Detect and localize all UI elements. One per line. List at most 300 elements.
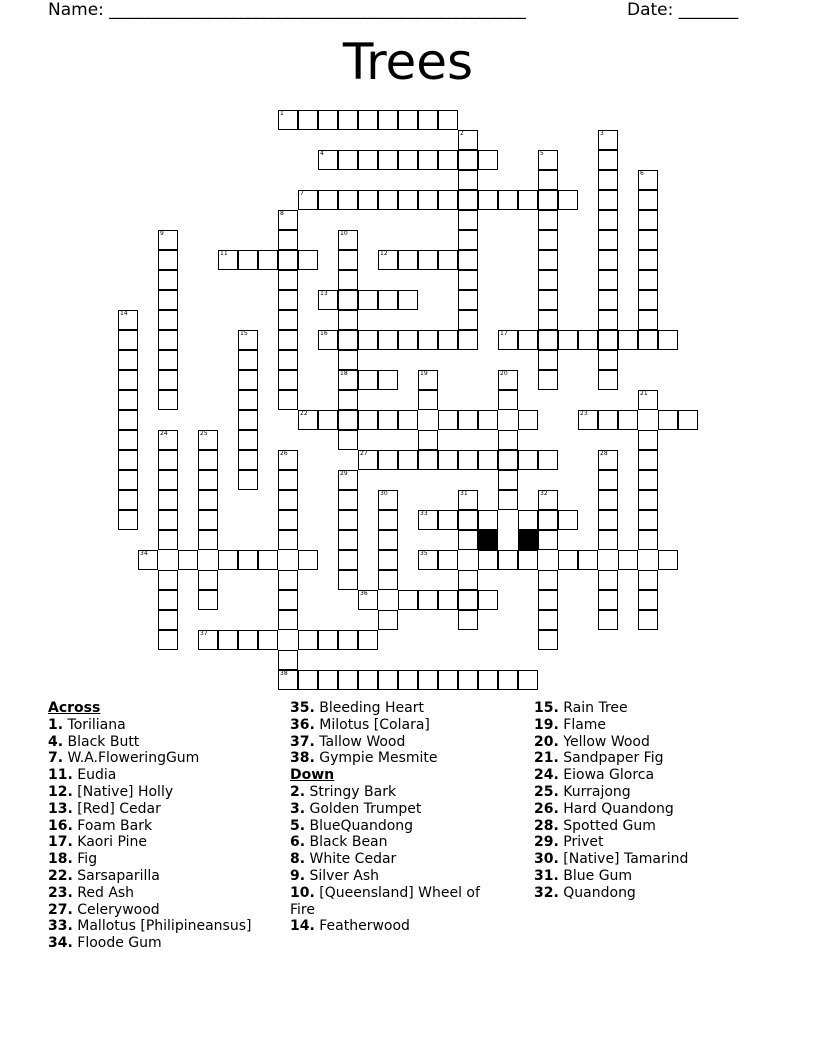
grid-cell[interactable] <box>638 390 658 410</box>
grid-cell[interactable] <box>518 190 538 210</box>
grid-cell[interactable] <box>598 610 618 630</box>
grid-cell[interactable] <box>278 570 298 590</box>
grid-cell[interactable] <box>558 330 578 350</box>
grid-cell[interactable] <box>398 150 418 170</box>
grid-cell[interactable] <box>478 670 498 690</box>
grid-cell[interactable] <box>198 630 218 650</box>
grid-cell[interactable] <box>358 150 378 170</box>
grid-cell[interactable] <box>298 550 318 570</box>
grid-cell[interactable] <box>278 450 298 470</box>
grid-cell[interactable] <box>298 410 318 430</box>
grid-cell[interactable] <box>298 190 318 210</box>
grid-cell[interactable] <box>118 350 138 370</box>
clue-text: Milotus [Colara] <box>319 716 430 733</box>
grid-cell[interactable] <box>338 430 358 450</box>
grid-cell[interactable] <box>378 530 398 550</box>
grid-cell[interactable] <box>438 190 458 210</box>
grid-cell[interactable] <box>638 430 658 450</box>
grid-cell[interactable] <box>278 210 298 230</box>
grid-cell[interactable] <box>158 250 178 270</box>
grid-cell[interactable] <box>598 330 618 350</box>
grid-cell[interactable] <box>158 630 178 650</box>
grid-cell[interactable] <box>458 590 478 610</box>
grid-cell[interactable] <box>598 270 618 290</box>
grid-cell[interactable] <box>418 590 438 610</box>
grid-cell[interactable] <box>198 590 218 610</box>
grid-cell[interactable] <box>418 550 438 570</box>
grid-cell[interactable] <box>358 630 378 650</box>
grid-cell[interactable] <box>418 250 438 270</box>
grid-cell[interactable] <box>598 190 618 210</box>
grid-cell[interactable] <box>618 550 638 570</box>
grid-cell[interactable] <box>538 310 558 330</box>
grid-cell[interactable] <box>438 330 458 350</box>
grid-cell[interactable] <box>218 250 238 270</box>
grid-cell[interactable] <box>338 190 358 210</box>
grid-cell[interactable] <box>538 190 558 210</box>
grid-cell[interactable] <box>318 190 338 210</box>
grid-cell[interactable] <box>338 510 358 530</box>
grid-cell[interactable] <box>398 190 418 210</box>
grid-cell[interactable] <box>358 190 378 210</box>
grid-cell[interactable] <box>658 330 678 350</box>
grid-cell[interactable] <box>398 330 418 350</box>
grid-cell[interactable] <box>458 570 478 590</box>
grid-cell[interactable] <box>358 290 378 310</box>
grid-cell[interactable] <box>638 170 658 190</box>
grid-cell[interactable] <box>498 470 518 490</box>
grid-cell[interactable] <box>278 310 298 330</box>
grid-cell[interactable] <box>458 670 478 690</box>
grid-cell[interactable] <box>238 430 258 450</box>
grid-cell[interactable] <box>118 330 138 350</box>
grid-cell[interactable] <box>518 670 538 690</box>
grid-cell[interactable] <box>338 270 358 290</box>
grid-cell[interactable] <box>458 170 478 190</box>
grid-cell[interactable] <box>278 270 298 290</box>
grid-cell[interactable] <box>378 450 398 470</box>
grid-cell[interactable] <box>378 190 398 210</box>
grid-cell[interactable] <box>418 670 438 690</box>
grid-cell[interactable] <box>278 390 298 410</box>
grid-cell[interactable] <box>618 330 638 350</box>
grid-cell[interactable] <box>418 430 438 450</box>
grid-cell[interactable] <box>198 450 218 470</box>
grid-cell[interactable] <box>338 150 358 170</box>
grid-cell[interactable] <box>458 210 478 230</box>
grid-cell[interactable] <box>338 630 358 650</box>
grid-cell[interactable] <box>518 330 538 350</box>
grid-cell[interactable] <box>598 450 618 470</box>
grid-cell[interactable] <box>118 430 138 450</box>
grid-cell[interactable] <box>498 390 518 410</box>
grid-cell[interactable] <box>398 290 418 310</box>
grid-cell[interactable] <box>398 410 418 430</box>
grid-cell[interactable] <box>478 590 498 610</box>
grid-cell[interactable] <box>538 450 558 470</box>
grid-cell[interactable] <box>538 170 558 190</box>
grid-cell[interactable] <box>278 250 298 270</box>
grid-cell[interactable] <box>458 290 478 310</box>
grid-cell[interactable] <box>498 670 518 690</box>
grid-cell[interactable] <box>318 330 338 350</box>
grid-cell[interactable] <box>298 630 318 650</box>
grid-cell[interactable] <box>358 110 378 130</box>
grid-cell[interactable] <box>278 530 298 550</box>
grid-cell[interactable] <box>378 490 398 510</box>
grid-cell[interactable] <box>438 550 458 570</box>
grid-cell[interactable] <box>238 370 258 390</box>
grid-cell[interactable] <box>518 410 538 430</box>
grid-cell[interactable] <box>158 530 178 550</box>
grid-cell[interactable] <box>158 370 178 390</box>
grid-cell[interactable] <box>158 570 178 590</box>
grid-cell[interactable] <box>398 250 418 270</box>
grid-cell[interactable] <box>158 310 178 330</box>
grid-cell[interactable] <box>498 490 518 510</box>
grid-cell[interactable] <box>218 630 238 650</box>
grid-cell[interactable] <box>278 370 298 390</box>
grid-cell[interactable] <box>638 490 658 510</box>
grid-cell[interactable] <box>598 570 618 590</box>
grid-cell[interactable] <box>238 550 258 570</box>
grid-cell[interactable] <box>198 430 218 450</box>
grid-cell[interactable] <box>498 430 518 450</box>
grid-cell[interactable] <box>458 410 478 430</box>
grid-cell[interactable] <box>278 110 298 130</box>
grid-cell[interactable] <box>158 290 178 310</box>
grid-cell[interactable] <box>598 490 618 510</box>
grid-cell[interactable] <box>278 590 298 610</box>
grid-cell[interactable] <box>498 190 518 210</box>
grid-cell[interactable] <box>678 410 698 430</box>
grid-cell[interactable] <box>438 590 458 610</box>
grid-cell[interactable] <box>598 590 618 610</box>
grid-cell[interactable] <box>378 510 398 530</box>
grid-cell[interactable] <box>338 670 358 690</box>
grid-cell[interactable] <box>638 610 658 630</box>
grid-cell[interactable] <box>278 350 298 370</box>
grid-cell[interactable] <box>278 290 298 310</box>
clue-number: 34 <box>140 550 148 557</box>
grid-cell[interactable] <box>518 450 538 470</box>
grid-cell[interactable] <box>398 670 418 690</box>
grid-cell[interactable] <box>418 390 438 410</box>
grid-cell[interactable] <box>638 530 658 550</box>
grid-cell[interactable] <box>438 450 458 470</box>
grid-cell[interactable] <box>638 190 658 210</box>
grid-cell[interactable] <box>418 190 438 210</box>
grid-cell[interactable] <box>238 450 258 470</box>
grid-cell[interactable] <box>598 170 618 190</box>
grid-cell[interactable] <box>578 330 598 350</box>
grid-cell[interactable] <box>338 570 358 590</box>
grid-cell[interactable] <box>438 110 458 130</box>
grid-cell[interactable] <box>378 570 398 590</box>
grid-cell[interactable] <box>638 570 658 590</box>
grid-cell[interactable] <box>458 190 478 210</box>
grid-cell[interactable] <box>178 550 198 570</box>
grid-cell[interactable] <box>578 550 598 570</box>
grid-cell[interactable] <box>538 370 558 390</box>
grid-cell[interactable] <box>458 310 478 330</box>
grid-cell[interactable] <box>118 370 138 390</box>
grid-cell[interactable] <box>338 350 358 370</box>
grid-cell[interactable] <box>458 330 478 350</box>
grid-cell[interactable] <box>378 250 398 270</box>
grid-cell[interactable] <box>298 110 318 130</box>
grid-cell[interactable] <box>118 510 138 530</box>
grid-cell[interactable] <box>458 150 478 170</box>
grid-cell[interactable] <box>458 530 478 550</box>
grid-cell[interactable] <box>538 290 558 310</box>
grid-cell[interactable] <box>398 110 418 130</box>
grid-cell[interactable] <box>538 630 558 650</box>
grid-cell[interactable] <box>318 670 338 690</box>
grid-cell[interactable] <box>518 550 538 570</box>
grid-cell[interactable] <box>478 510 498 530</box>
grid-cell[interactable] <box>378 330 398 350</box>
grid-cell[interactable] <box>438 410 458 430</box>
grid-cell[interactable] <box>378 150 398 170</box>
grid-cell[interactable] <box>338 530 358 550</box>
grid-cell[interactable] <box>538 570 558 590</box>
grid-cell[interactable] <box>158 430 178 450</box>
grid-cell[interactable] <box>238 350 258 370</box>
grid-cell[interactable] <box>158 270 178 290</box>
grid-cell[interactable] <box>278 330 298 350</box>
grid-cell[interactable] <box>598 290 618 310</box>
grid-cell[interactable] <box>598 370 618 390</box>
grid-cell[interactable] <box>558 550 578 570</box>
grid-cell[interactable] <box>438 510 458 530</box>
grid-cell[interactable] <box>498 450 518 470</box>
grid-cell[interactable] <box>538 590 558 610</box>
grid-cell[interactable] <box>158 230 178 250</box>
grid-cell[interactable] <box>418 330 438 350</box>
grid-cell[interactable] <box>318 150 338 170</box>
grid-cell[interactable] <box>338 410 358 430</box>
grid-cell[interactable] <box>278 470 298 490</box>
grid-cell[interactable] <box>378 110 398 130</box>
grid-cell[interactable] <box>218 550 238 570</box>
grid-cell[interactable] <box>338 330 358 350</box>
grid-cell[interactable] <box>638 230 658 250</box>
grid-cell[interactable] <box>158 350 178 370</box>
grid-cell[interactable] <box>598 410 618 430</box>
grid-cell[interactable] <box>358 590 378 610</box>
grid-cell[interactable] <box>478 150 498 170</box>
grid-cell[interactable] <box>658 550 678 570</box>
grid-cell[interactable] <box>578 410 598 430</box>
grid-cell[interactable] <box>598 350 618 370</box>
grid-cell[interactable] <box>278 230 298 250</box>
grid-cell[interactable] <box>158 510 178 530</box>
grid-cell[interactable] <box>598 150 618 170</box>
grid-cell[interactable] <box>538 610 558 630</box>
grid-cell[interactable] <box>358 370 378 390</box>
grid-cell[interactable] <box>418 370 438 390</box>
grid-cell[interactable] <box>458 490 478 510</box>
grid-cell[interactable] <box>598 310 618 330</box>
grid-cell[interactable] <box>638 270 658 290</box>
grid-cell[interactable] <box>458 450 478 470</box>
grid-cell[interactable] <box>458 510 478 530</box>
grid-cell[interactable] <box>118 470 138 490</box>
grid-cell[interactable] <box>358 410 378 430</box>
grid-cell[interactable] <box>558 190 578 210</box>
grid-cell[interactable] <box>538 210 558 230</box>
grid-cell[interactable] <box>378 670 398 690</box>
grid-cell[interactable] <box>638 210 658 230</box>
grid-cell[interactable] <box>338 490 358 510</box>
grid-cell[interactable] <box>538 230 558 250</box>
grid-cell[interactable] <box>558 510 578 530</box>
grid-cell[interactable] <box>138 550 158 570</box>
grid-cell[interactable] <box>438 250 458 270</box>
grid-cell[interactable] <box>418 150 438 170</box>
grid-cell[interactable] <box>598 130 618 150</box>
grid-cell[interactable] <box>618 410 638 430</box>
grid-cell[interactable] <box>198 510 218 530</box>
grid-cell[interactable] <box>278 610 298 630</box>
grid-cell[interactable] <box>458 250 478 270</box>
grid-cell[interactable] <box>438 670 458 690</box>
grid-cell[interactable] <box>638 330 658 350</box>
grid-cell[interactable] <box>238 330 258 350</box>
grid-cell[interactable] <box>258 550 278 570</box>
grid-cell[interactable] <box>118 390 138 410</box>
grid-cell[interactable] <box>238 630 258 650</box>
grid-cell[interactable] <box>118 450 138 470</box>
grid-cell[interactable] <box>498 370 518 390</box>
grid-cell[interactable] <box>438 150 458 170</box>
grid-cell[interactable] <box>598 470 618 490</box>
grid-cell[interactable] <box>358 450 378 470</box>
grid-cell[interactable] <box>238 250 258 270</box>
grid-cell[interactable] <box>378 370 398 390</box>
grid-cell[interactable] <box>638 470 658 490</box>
grid-cell[interactable] <box>318 110 338 130</box>
grid-cell[interactable] <box>658 410 678 430</box>
grid-cell[interactable] <box>198 490 218 510</box>
grid-cell[interactable] <box>298 670 318 690</box>
grid-cell[interactable] <box>598 510 618 530</box>
grid-cell[interactable] <box>338 230 358 250</box>
grid-cell[interactable] <box>198 570 218 590</box>
grid-cell[interactable] <box>638 590 658 610</box>
grid-cell[interactable] <box>158 590 178 610</box>
grid-cell[interactable] <box>238 390 258 410</box>
grid-cell[interactable] <box>318 410 338 430</box>
grid-cell[interactable] <box>158 450 178 470</box>
grid-cell[interactable] <box>278 510 298 530</box>
grid-cell[interactable] <box>498 550 518 570</box>
grid-cell[interactable] <box>598 530 618 550</box>
grid-cell[interactable] <box>538 250 558 270</box>
grid-cell[interactable] <box>498 330 518 350</box>
grid-cell[interactable] <box>398 450 418 470</box>
grid-cell[interactable] <box>638 310 658 330</box>
grid-cell[interactable] <box>418 510 438 530</box>
grid-cell[interactable] <box>118 310 138 330</box>
grid-cell[interactable] <box>598 250 618 270</box>
grid-cell[interactable] <box>198 530 218 550</box>
grid-cell[interactable] <box>418 450 438 470</box>
grid-cell[interactable] <box>458 270 478 290</box>
grid-cell[interactable] <box>398 590 418 610</box>
grid-cell[interactable] <box>238 410 258 430</box>
grid-cell[interactable] <box>338 250 358 270</box>
grid-cell[interactable] <box>118 410 138 430</box>
grid-cell[interactable] <box>278 670 298 690</box>
grid-cell[interactable] <box>198 470 218 490</box>
clue-number: 3 <box>600 130 604 137</box>
grid-cell[interactable] <box>338 390 358 410</box>
grid-cell[interactable] <box>478 450 498 470</box>
grid-cell[interactable] <box>598 230 618 250</box>
grid-cell[interactable] <box>158 390 178 410</box>
grid-cell[interactable] <box>378 290 398 310</box>
grid-cell[interactable] <box>358 330 378 350</box>
grid-cell[interactable] <box>638 250 658 270</box>
grid-cell[interactable] <box>318 630 338 650</box>
grid-cell[interactable] <box>278 490 298 510</box>
grid-cell[interactable] <box>338 310 358 330</box>
grid-cell[interactable] <box>458 230 478 250</box>
grid-cell[interactable] <box>338 370 358 390</box>
grid-cell[interactable] <box>318 290 338 310</box>
grid-cell[interactable] <box>118 490 138 510</box>
grid-cell[interactable] <box>378 550 398 570</box>
grid-cell[interactable] <box>538 530 558 550</box>
grid-cell[interactable] <box>598 210 618 230</box>
grid-cell[interactable] <box>538 510 558 530</box>
grid-cell[interactable] <box>378 410 398 430</box>
grid-cell[interactable] <box>478 550 498 570</box>
grid-cell[interactable] <box>518 510 538 530</box>
grid-cell[interactable] <box>258 250 278 270</box>
grid-cell[interactable] <box>338 550 358 570</box>
grid-cell[interactable] <box>338 290 358 310</box>
grid-cell[interactable] <box>478 410 498 430</box>
grid-cell[interactable] <box>238 470 258 490</box>
grid-cell[interactable] <box>158 330 178 350</box>
grid-cell[interactable] <box>638 450 658 470</box>
grid-cell[interactable] <box>538 150 558 170</box>
grid-cell[interactable] <box>258 630 278 650</box>
grid-cell[interactable] <box>638 290 658 310</box>
grid-cell[interactable] <box>538 350 558 370</box>
grid-cell[interactable] <box>538 490 558 510</box>
grid-cell[interactable] <box>358 670 378 690</box>
grid-cell[interactable] <box>378 610 398 630</box>
grid-cell[interactable] <box>458 610 478 630</box>
grid-cell[interactable] <box>538 330 558 350</box>
grid-cell[interactable] <box>458 130 478 150</box>
grid-cell[interactable] <box>158 470 178 490</box>
grid-cell[interactable] <box>478 190 498 210</box>
grid-cell[interactable] <box>158 490 178 510</box>
grid-cell[interactable] <box>538 270 558 290</box>
grid-cell[interactable] <box>158 610 178 630</box>
grid-cell[interactable] <box>338 470 358 490</box>
grid-cell[interactable] <box>418 110 438 130</box>
grid-cell[interactable] <box>338 110 358 130</box>
grid-cell[interactable] <box>638 510 658 530</box>
grid-cell[interactable] <box>298 250 318 270</box>
grid-cell[interactable] <box>278 650 298 670</box>
